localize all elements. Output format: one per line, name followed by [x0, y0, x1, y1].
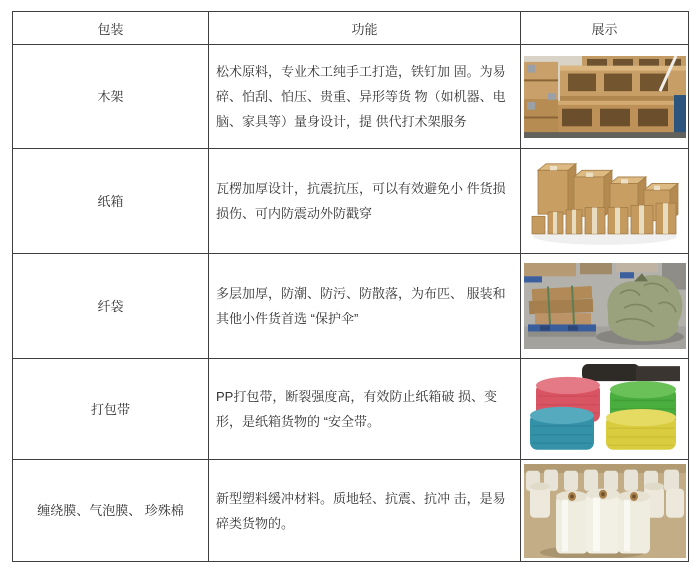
function-description: 多层加厚，防潮、防污、防散落，为布匹、 服装和其他小件货首选 “保护伞”: [209, 254, 521, 359]
function-description: 松术原料，专业术工纯手工打造，铁钉加 固。为易碎、怕刮、怕压、贵重、异形等货 物（如机器、电脑、家具等）量身设计，提 供代打术架服务: [209, 45, 521, 149]
table-row-fiber-bag: [13, 254, 689, 359]
header-row: [13, 12, 689, 45]
photo-cell: [521, 460, 689, 562]
photo-cell: [521, 254, 689, 359]
photo-cell: [521, 45, 689, 149]
photo-cell: [521, 149, 689, 254]
packaging-name: 打包带: [13, 359, 209, 460]
packaging-info-section: [12, 11, 689, 562]
column-header-function: 功能: [209, 12, 521, 45]
table-row-carton: [13, 149, 689, 254]
packaging-table: [12, 11, 689, 562]
packaging-name: 木架: [13, 45, 209, 149]
column-header-display: 展示: [521, 12, 689, 45]
column-header-packaging: 包装: [13, 12, 209, 45]
wooden-crates-photo: [524, 56, 686, 138]
photo-cell: [521, 359, 689, 460]
table-row-packing-strap: [13, 359, 689, 460]
packaging-name: 纸箱: [13, 149, 209, 254]
function-description: 瓦楞加厚设计，抗震抗压，可以有效避免小 件货损损伤、可内防震动外防戳穿: [209, 149, 521, 254]
function-description: 新型塑料缓冲材料。质地轻、抗震、抗冲 击，是易碎类货物的。: [209, 460, 521, 562]
woven-bags-photo: [524, 263, 686, 349]
table-row-wrap-film: [13, 460, 689, 562]
function-description: PP打包带，断裂强度高，有效防止纸箱破 损、变形，是纸箱货物的 “安全带。: [209, 359, 521, 460]
stretch-film-rolls-photo: [524, 464, 686, 558]
packaging-name: 缠绕膜、气泡膜、 珍殊棉: [13, 460, 209, 562]
cardboard-boxes-photo: [524, 155, 686, 247]
pp-strap-rolls-photo: [524, 364, 686, 454]
table-row-wooden-frame: [13, 45, 689, 149]
packaging-name: 纤袋: [13, 254, 209, 359]
